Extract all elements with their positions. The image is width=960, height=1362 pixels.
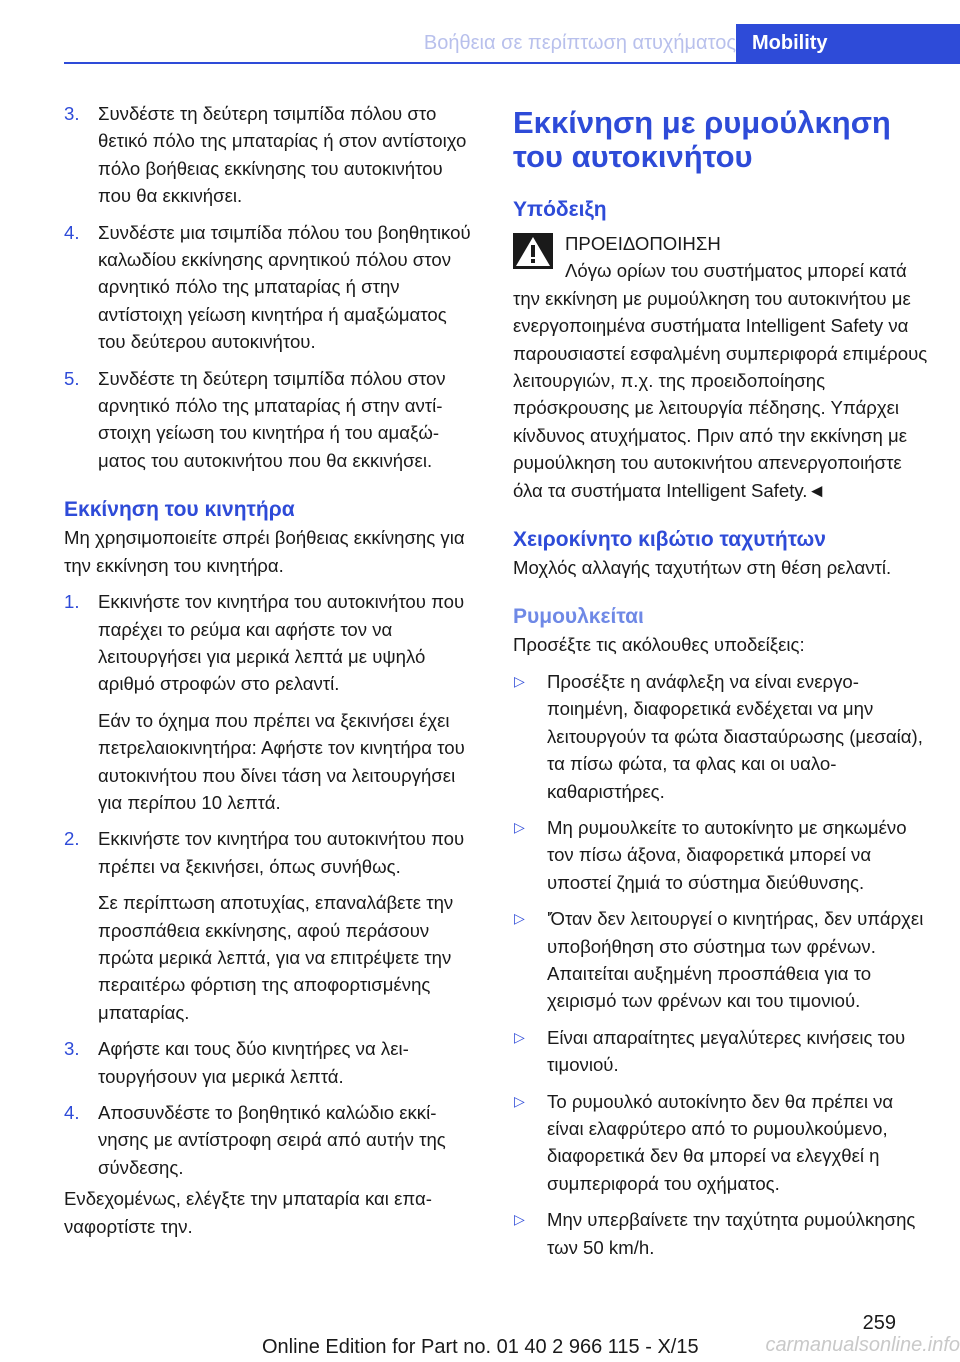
step-text: Συνδέστε μια τσιμπίδα πόλου του βοηθητικού καλωδίου εκκίνησης αρνητικού πόλου στον αρνητικό πόλο της μπαταρίας ή στην αντίστοιχη γείωση κινητήρα ή αμαξώματος του δεύτερου αυτοκινήτου. xyxy=(98,221,471,353)
step-text: Αφήστε και τους δύο κινητήρες να λειτουργήσουν για μερικά λεπτά. xyxy=(98,1038,409,1087)
step-text: Συνδέστε τη δεύτερη τσιμπίδα πόλου στο θετικό πόλο της μπαταρίας ή στον αντίστοιχο πόλο βοήθειας εκκίνησης του αυτοκινήτου που θα εκκινήσει. xyxy=(98,103,467,207)
step-number: 4. xyxy=(64,1102,80,1123)
bullet-triangle-icon: ▷ xyxy=(514,818,525,835)
step-number: 4. xyxy=(64,221,80,243)
step-number: 3. xyxy=(64,1038,80,1060)
list-item xyxy=(64,1099,478,1181)
bullet-text: Μη ρυμουλκείτε το αυτοκίνητο με σηκωμένο τον πίσω άξονα, διαφορετικά μπορεί να υποστεί ζημιά το σύστημα διεύθυνσης. xyxy=(547,816,907,893)
list-item xyxy=(64,825,478,1026)
edition-line: Online Edition for Part no. 01 40 2 966 115 - X/15 xyxy=(262,1336,699,1358)
list-item xyxy=(513,668,933,805)
step-number: 3. xyxy=(64,103,80,124)
right-column xyxy=(513,100,933,1270)
bullet-text: Είναι απαραίτητες μεγαλύτερες κινήσεις του τιμονιού. xyxy=(547,1026,906,1076)
bullet-triangle-icon: ▷ xyxy=(514,1092,525,1109)
list-item xyxy=(64,1035,478,1090)
header-section-title: Βοήθεια σε περίπτωση ατυχήματος xyxy=(423,32,736,54)
left-column xyxy=(64,100,478,1240)
section-heading-tow-start: Εκκίνηση με ρυμούλκηση του αυτοκινήτου xyxy=(513,105,891,174)
warning-text: Λόγω ορίων του συστήματος μπορεί κατά την εκκίνηση με ρυμούλκηση του αυτοκινήτου με ενεργοποιημένα συστήματα Intelligent Safety να παρουσιαστεί εσφαλμένη συμπεριφορά επιμέρους λειτουργιών, π.χ. της προειδοποίησης πρόσκρουσης με λειτουργία πέδησης. Υπάρχει κίνδυνος ατυχήματος. Πριν από την εκκίνηση με ρυμούλκηση του αυτοκινήτου απενεργοποιήστε όλα τα συστήματα Intelligent Safety.◄ xyxy=(513,260,928,501)
step-continuation: Σε περίπτωση αποτυχίας, επαναλάβετε την προσπάθεια εκκίνησης, αφού περάσουν πρώτα μερικά λεπτά, για να επιτρέψετε την περαιτέρω φόρτιση της αποφορτισμένης μπαταρίας. xyxy=(98,892,454,1023)
page-number: 259 xyxy=(862,1312,896,1334)
list-item xyxy=(513,905,933,1015)
list-item xyxy=(513,1024,933,1079)
list-item xyxy=(64,365,478,475)
list-item xyxy=(513,1088,933,1198)
towed-heading: Ρυμουλκείται xyxy=(513,605,644,629)
list-item xyxy=(64,588,478,816)
step-number: 1. xyxy=(64,591,80,613)
list-item xyxy=(513,814,933,896)
header-chapter-tab: Mobility xyxy=(736,24,960,62)
intro-paragraph: Μη χρησιμοποιείτε σπρέι βοήθειας εκκίνησης για την εκκίνηση του κινητήρα. xyxy=(64,527,465,576)
list-item xyxy=(64,219,478,356)
step-text: Αποσυνδέστε το βοηθητικό καλώδιο εκκίνησης με αντίστροφη σειρά από αυτήν της σύνδεσης. xyxy=(98,1102,446,1178)
list-item xyxy=(64,100,478,210)
bullet-triangle-icon: ▷ xyxy=(514,1028,525,1045)
list-item xyxy=(513,1206,933,1261)
page-header xyxy=(0,0,960,64)
bullet-triangle-icon: ▷ xyxy=(514,1211,525,1228)
note-heading: Υπόδειξη xyxy=(513,198,607,221)
bullet-triangle-icon: ▷ xyxy=(514,910,525,927)
step-text: Εκκινήστε τον κινητήρα του αυτοκινήτου που παρέχει το ρεύμα και αφήστε τον να λειτουργήσει για μερικά λεπτά με υψηλό αριθμό στροφών στο ρελαντί. xyxy=(98,591,465,695)
bullet-text: Μην υπερβαίνετε την ταχύτητα ρυμούλκησης των 50 km/h. xyxy=(547,1209,916,1258)
step-text: Εκκινήστε τον κινητήρα του αυτοκινήτου που πρέπει να ξεκινήσει, όπως συνήθως. xyxy=(98,828,465,877)
header-rule xyxy=(64,62,960,64)
step-text: Συνδέστε τη δεύτερη τσιμπίδα πόλου στον αρνητικό πόλο της μπαταρίας ή στην αντίστοιχη γείωση του κινητήρα ή του αμαξώματος του αυτοκινήτου που θα εκκινήσει. xyxy=(98,367,446,471)
gearbox-heading: Χειροκίνητο κιβώτιο ταχυτήτων xyxy=(513,528,826,552)
page-footer xyxy=(0,1312,960,1362)
warning-block xyxy=(513,230,933,504)
step-number: 2. xyxy=(64,828,80,850)
towed-intro: Προσέξτε τις ακόλουθες υποδείξεις: xyxy=(513,634,805,656)
outro-paragraph: Ενδεχομένως, ελέγξτε την μπαταρία και επαναφορτίστε την. xyxy=(64,1188,432,1237)
section-heading-engine-start: Εκκίνηση του κινητήρα xyxy=(64,498,295,522)
bullet-text: Προσέξτε η ανάφλεξη να είναι ενεργοποιημένη, διαφορετικά ενδέχεται να μην λειτουργούν τα φώτα διασταύρωσης (μεσαία), τα πίσω φώτα, τα φλας και οι υαλοκαθαριστήρες. xyxy=(547,670,923,802)
bullet-text: 'Όταν δεν λειτουργεί ο κινητήρας, δεν υπάρχει υποβοήθηση στο σύστημα των φρένων. Απαιτείται αυξημένη προσπάθεια για το χειρισμό των φρένων και του τιμονιού. xyxy=(547,908,924,1012)
watermark: carmanualsonline.info xyxy=(765,1334,960,1356)
step-continuation: Εάν το όχημα που πρέπει να ξεκινήσει έχει πετρελαιοκινητήρα: Αφήστε τον κινητήρα του αυτοκινήτου που δίνει τάση να λειτουργήσει για περίπου 10 λεπτά. xyxy=(98,709,465,813)
step-number: 5. xyxy=(64,367,80,389)
warning-label: ΠΡΟΕΙΔΟΠΟΙΗΣΗ xyxy=(565,233,721,254)
warning-triangle-icon xyxy=(513,233,553,269)
bullet-text: Το ρυμουλκό αυτοκίνητο δεν θα πρέπει να είναι ελαφρύτερο από το ρυμουλκούμενο, διαφορετικά δεν θα μπορεί να ελεγχθεί η συμπεριφορά του οχήματος. xyxy=(547,1090,894,1194)
gearbox-text: Μοχλός αλλαγής ταχυτήτων στη θέση ρελαντί. xyxy=(513,557,892,579)
bullet-triangle-icon: ▷ xyxy=(514,672,525,689)
